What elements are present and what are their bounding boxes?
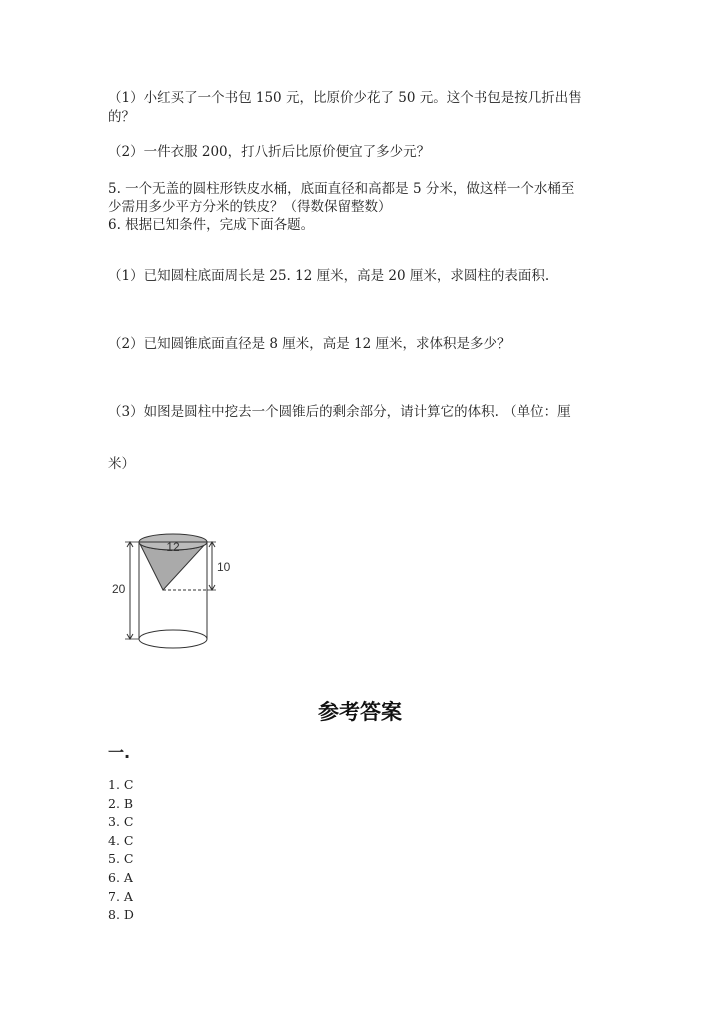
bottom-ellipse <box>139 630 207 648</box>
cylinder-cone-figure <box>108 522 248 650</box>
cylinder-height-label: 20 <box>112 582 126 596</box>
answer-item: 6. A <box>108 869 133 885</box>
cone-height-label: 10 <box>217 560 231 574</box>
answer-key-title: 参考答案 <box>318 700 402 724</box>
answer-section-label: 一. <box>108 743 131 762</box>
problem-4-1-line-2: 的？ <box>108 109 135 125</box>
answer-item: 7. A <box>108 888 133 904</box>
problem-5-line-1: 5. 一个无盖的圆柱形铁皮水桶，底面直径和高都是 5 分米，做这样一个水桶至 <box>108 181 575 197</box>
problem-4-1-line-1: （1）小红买了一个书包 150 元，比原价少花了 50 元。这个书包是按几折出售 <box>108 90 582 106</box>
answer-item: 5. C <box>108 851 134 867</box>
diameter-label: 12 <box>166 540 180 554</box>
problem-6-3-line-2: 米） <box>108 456 135 472</box>
problem-5-line-2: 少需用多少平方分米的铁皮？（得数保留整数） <box>108 199 392 215</box>
problem-6-3-line-1: （3）如图是圆柱中挖去一个圆锥后的剩余部分，请计算它的体积. （单位：厘 <box>108 404 571 420</box>
problem-6-1: （1）已知圆柱底面周长是 25. 12 厘米，高是 20 厘米，求圆柱的表面积. <box>108 268 550 284</box>
answer-item: 1. C <box>108 777 134 792</box>
problem-6-heading: 6. 根据已知条件，完成下面各题。 <box>108 217 315 233</box>
answer-list <box>108 776 134 925</box>
problem-4-2: （2）一件衣服 200，打八折后比原价便宜了多少元？ <box>108 144 431 160</box>
answer-item: 8. D <box>108 907 134 923</box>
answer-item: 3. C <box>108 814 134 830</box>
answer-item: 2. B <box>108 795 134 811</box>
problem-6-2: （2）已知圆锥底面直径是 8 厘米，高是 12 厘米，求体积是多少？ <box>108 336 511 352</box>
answer-item: 4. C <box>108 832 134 848</box>
